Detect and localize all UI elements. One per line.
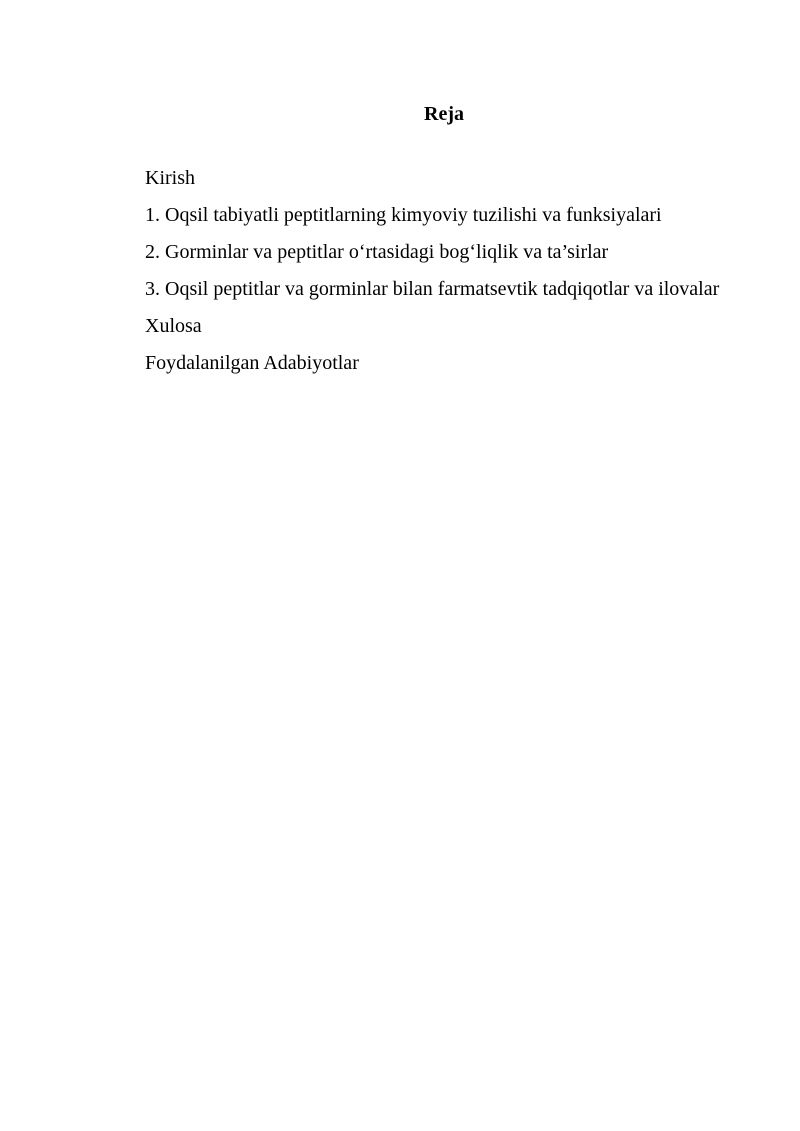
toc-item-introduction: Kirish xyxy=(145,167,195,189)
toc-item-chapter-1: 1. Oqsil tabiyatli peptitlarning kimyoviy tuzilishi va funksiyalari xyxy=(145,204,662,226)
table-of-contents xyxy=(113,160,742,382)
toc-item-references: Foydalanilgan Adabiyotlar xyxy=(145,352,359,374)
toc-item-chapter-3: 3. Oqsil peptitlar va gorminlar bilan farmatsevtik tadqiqotlar va ilovalar xyxy=(145,278,720,300)
toc-item-conclusion: Xulosa xyxy=(145,315,202,337)
toc-item-chapter-2: 2. Gorminlar va peptitlar o‘rtasidagi bog‘liqlik va ta’sirlar xyxy=(145,241,609,263)
page-title: Reja xyxy=(424,103,464,125)
